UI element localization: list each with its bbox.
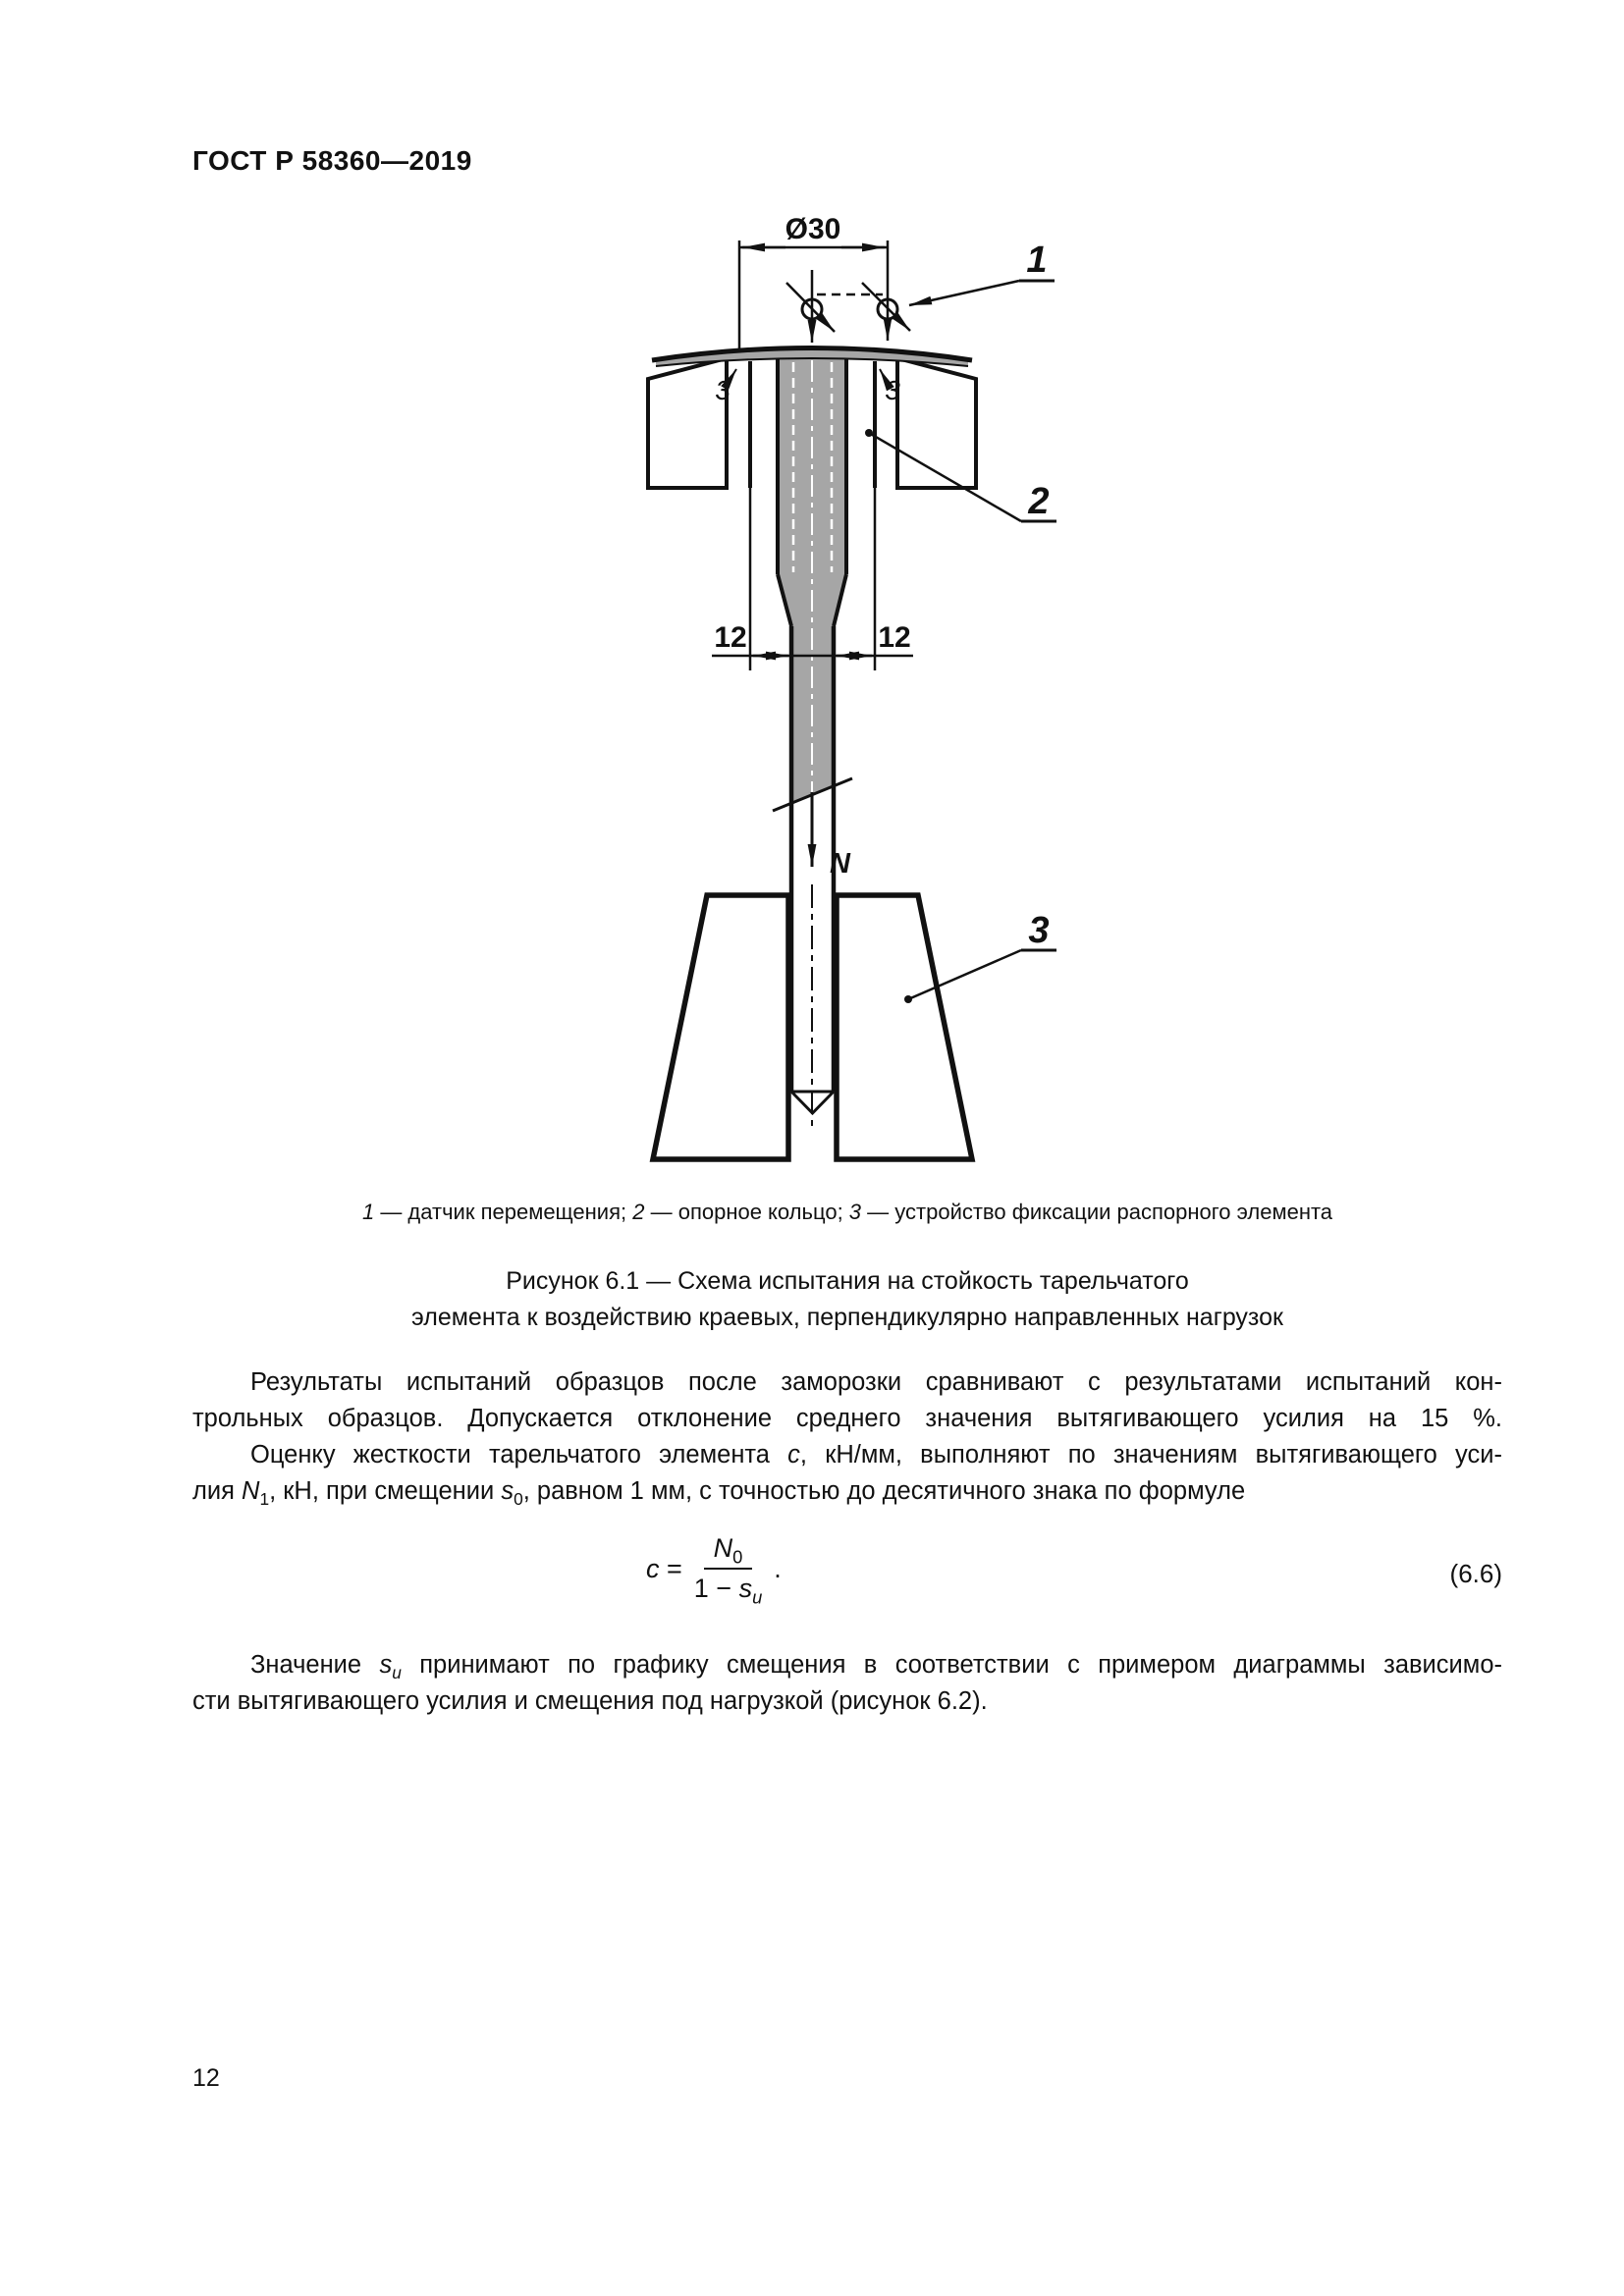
sensor-arrow-right bbox=[862, 283, 910, 331]
paragraph-1-line-3: Оценку жесткости тарельчатого элемента с, кН/мм, выполняют по значениям вытягивающего уси- bbox=[250, 1441, 1502, 1468]
formula-fraction bbox=[688, 1533, 769, 1608]
document-header: ГОСТ Р 58360—2019 bbox=[192, 145, 472, 176]
callout-2-label: 2 bbox=[1028, 481, 1050, 522]
dim-12-left-label: 12 bbox=[714, 621, 747, 654]
callout-3-label: 3 bbox=[1028, 910, 1050, 951]
support-ring-right bbox=[897, 358, 976, 488]
figure-caption-line1: Рисунок 6.1 — Схема испытания на стойкость тарельчатого bbox=[506, 1267, 1189, 1295]
formula-denominator: $1 - s_u$ bbox=[693, 1574, 763, 1608]
displacement-sensors bbox=[786, 240, 910, 343]
force-label: N bbox=[830, 848, 850, 880]
fixation-right bbox=[837, 895, 972, 1159]
formula-6-6 bbox=[646, 1533, 782, 1608]
sensor-arrow-left bbox=[786, 283, 835, 332]
formula-block bbox=[192, 1533, 1502, 1618]
fix-mark-right: 3 bbox=[885, 375, 900, 405]
formula-tail: . bbox=[774, 1553, 782, 1583]
callout-1-label: 1 bbox=[1026, 240, 1048, 281]
fix-mark-left: 3 bbox=[715, 375, 731, 405]
page-number: 12 bbox=[192, 2064, 220, 2092]
callout-1 bbox=[909, 240, 1055, 305]
figure-caption-line2: элемента к воздействию краевых, перпендикулярно направленных нагрузок bbox=[411, 1304, 1283, 1331]
paragraph-1-line-2: трольных образцов. Допускается отклонение среднего значения вытягивающего усилия на 15 %. bbox=[192, 1405, 1502, 1432]
paragraph-1-line-4: лия $N_1$, кН, при смещении $s_0$, равном 1 мм, с точностью до десятичного знака по формуле bbox=[192, 1477, 1246, 1510]
dim-12-right-label: 12 bbox=[878, 621, 911, 654]
formula-lhs: c = bbox=[646, 1553, 682, 1583]
equation-number: (6.6) bbox=[1449, 1559, 1502, 1588]
dim-diameter-label: Ø30 bbox=[785, 213, 841, 245]
figure-6-1-diagram bbox=[589, 211, 1100, 1183]
formula-numerator: $N_0$ bbox=[704, 1533, 753, 1570]
fixation-left bbox=[653, 895, 788, 1159]
paragraph-1-line-1: Результаты испытаний образцов после заморозки сравнивают с результатами испытаний кон- bbox=[250, 1368, 1502, 1396]
paragraph-2-line-2: сти вытягивающего усилия и смещения под нагрузкой (рисунок 6.2). bbox=[192, 1687, 988, 1715]
figure-legend: 1 — датчик перемещения; 2 — опорное кольцо; 3 — устройство фиксации распорного элемента bbox=[361, 1200, 1333, 1224]
paragraph-2-line-1: Значение $s_u$ принимают по графику смещения в соответствии с примером диаграммы зависимо- bbox=[250, 1651, 1503, 1683]
